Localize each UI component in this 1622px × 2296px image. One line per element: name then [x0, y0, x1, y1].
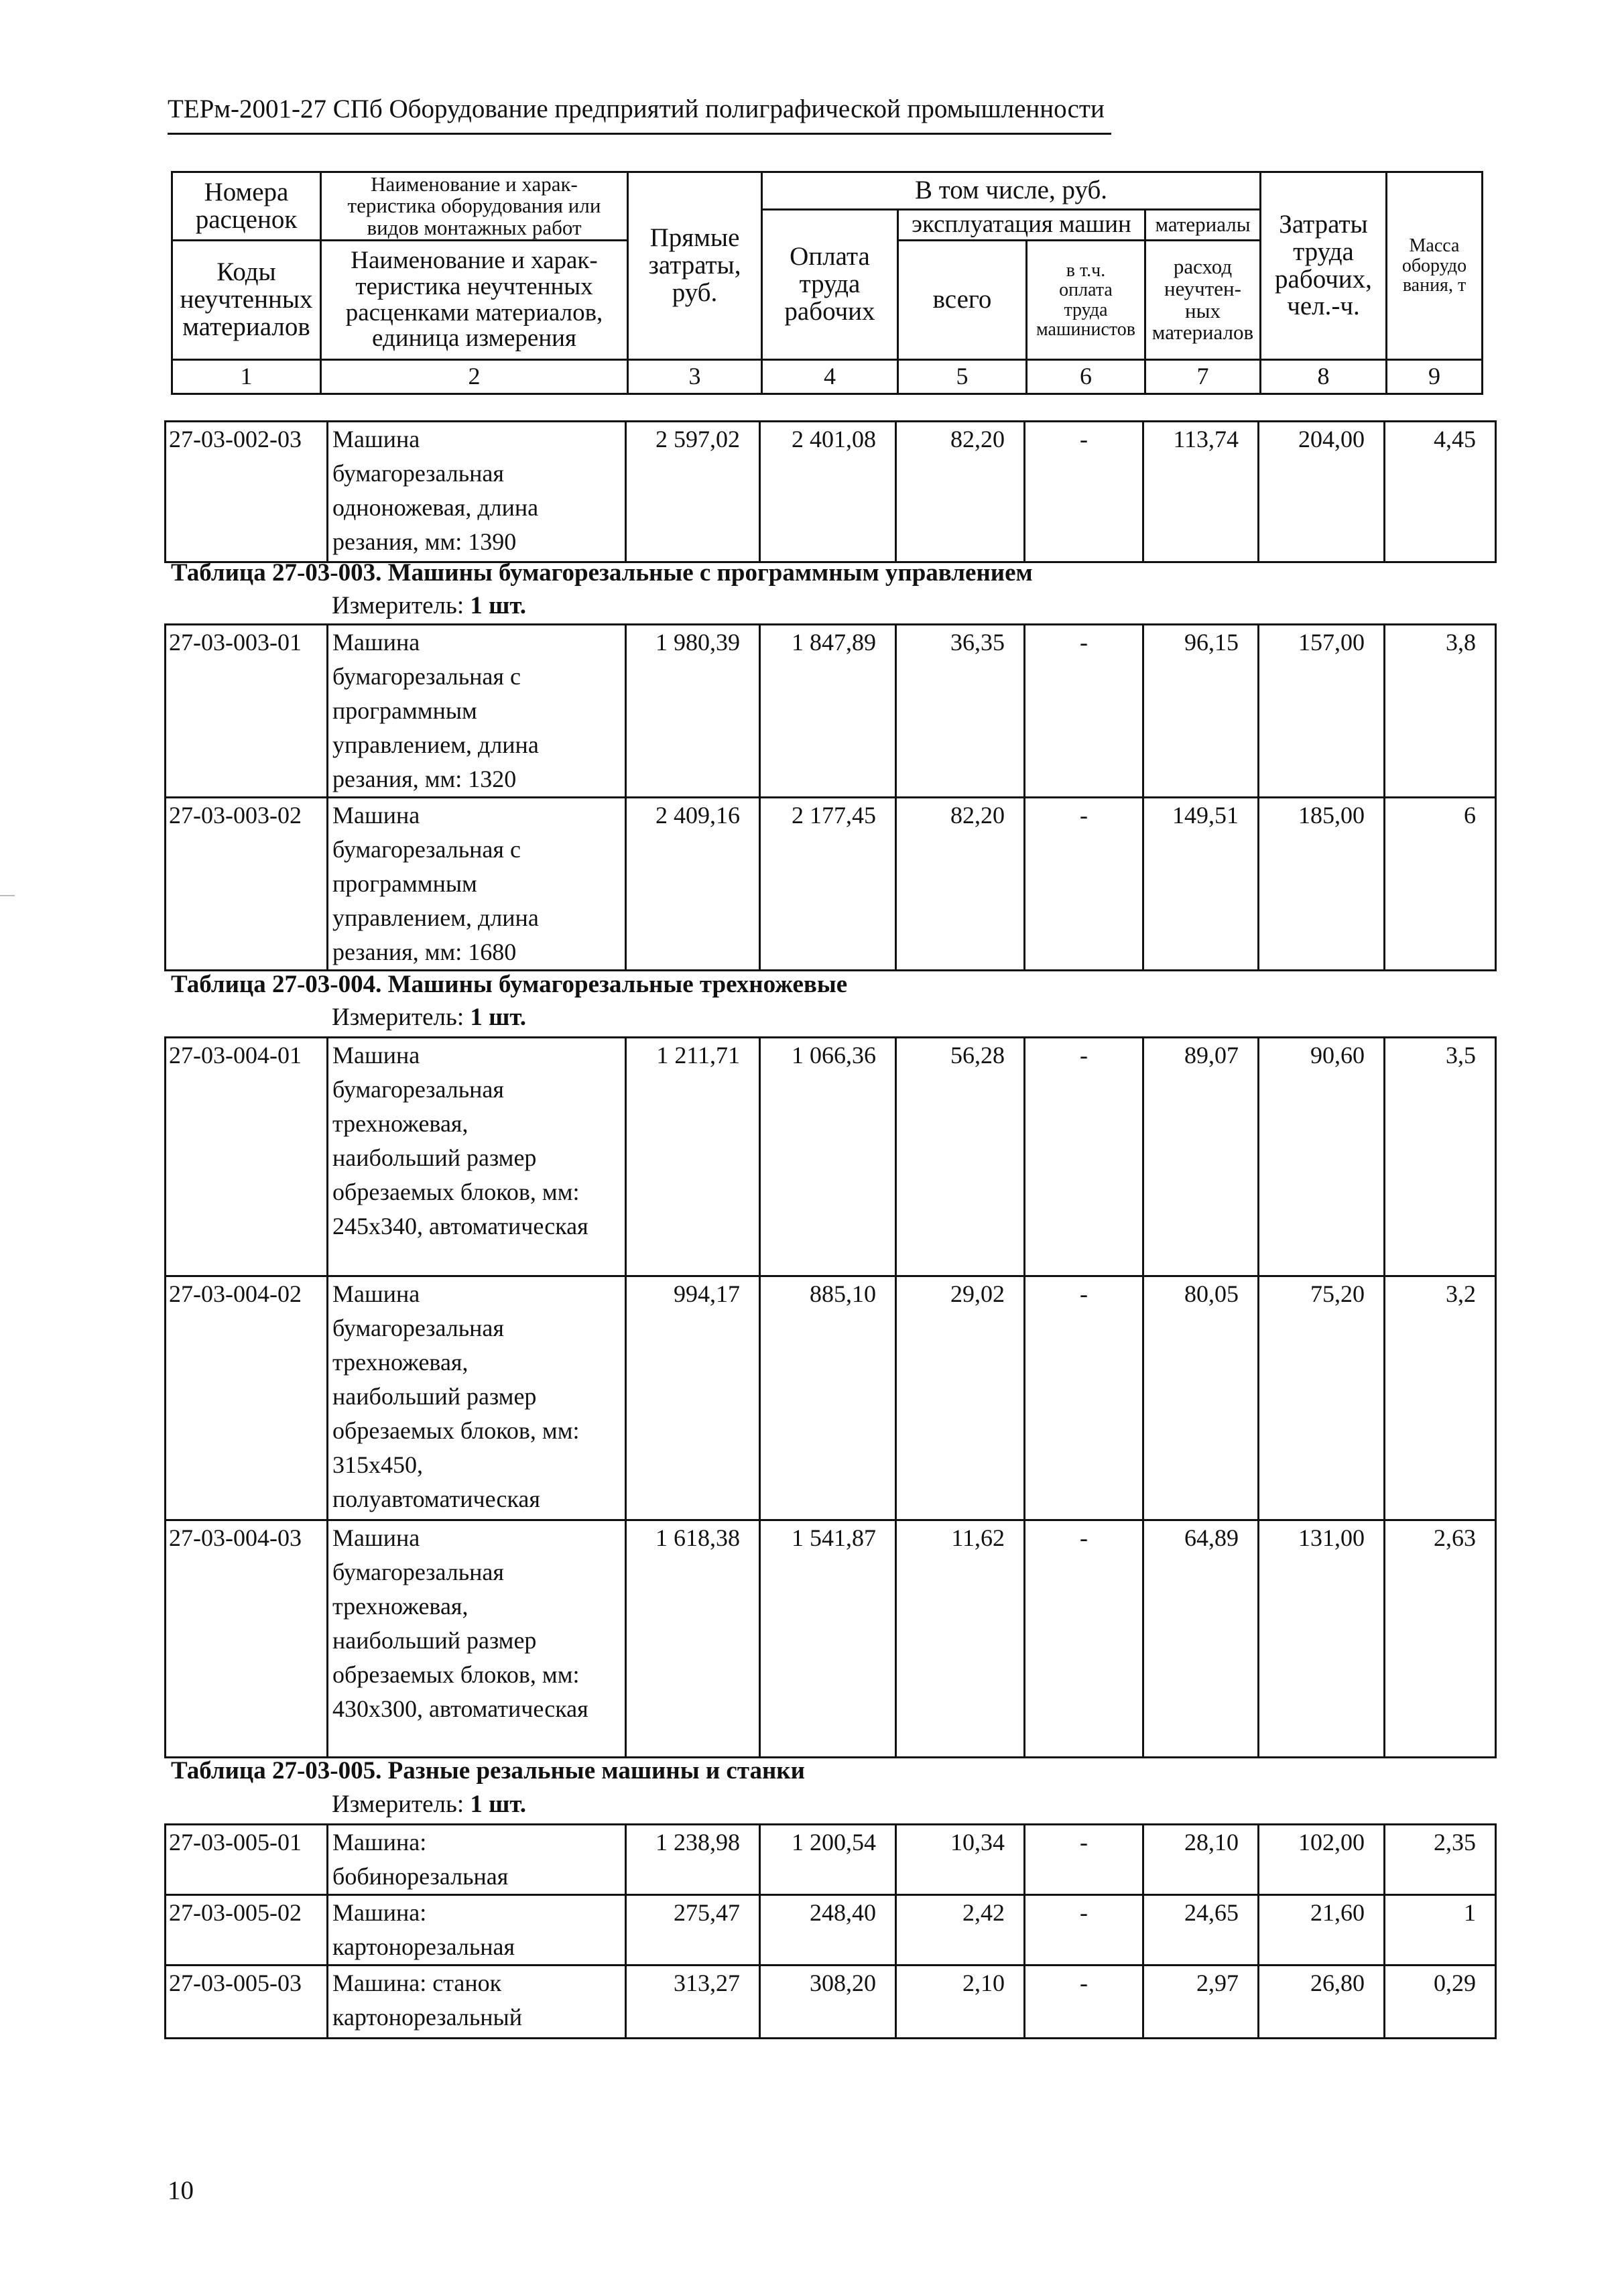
- equipment-name: [328, 798, 626, 971]
- rate-table: [164, 420, 1497, 563]
- direct-costs-value: 275,47: [626, 1895, 760, 1966]
- labor-hours-value: 26,80: [1259, 1966, 1385, 2039]
- header-line: Номера: [204, 177, 289, 206]
- header-line: затраты,: [648, 251, 741, 280]
- machine-cost-value: 29,02: [896, 1276, 1025, 1520]
- header-line: теристика оборудования или: [347, 194, 601, 218]
- page-number: 10: [168, 2176, 194, 2205]
- equipment-name: [328, 1966, 626, 2039]
- worker-pay-value: 2 177,45: [760, 798, 896, 971]
- equipment-mass-value: 3,2: [1385, 1276, 1496, 1520]
- labor-hours-value: 90,60: [1259, 1038, 1385, 1276]
- rate-code: 27-03-005-02: [166, 1895, 328, 1966]
- equipment-name-line: Машина: станок: [332, 1970, 502, 1996]
- running-head-rule: [168, 133, 1111, 135]
- column-number-row: [172, 360, 1483, 394]
- equipment-name-line: одноножевая, длина: [332, 494, 539, 521]
- direct-costs-value: 2 597,02: [626, 422, 760, 562]
- machine-cost-value: 11,62: [896, 1520, 1025, 1758]
- header-line: Масса: [1409, 235, 1460, 257]
- operator-pay-value: -: [1025, 1895, 1143, 1966]
- equipment-name-line: Машина:: [332, 1899, 427, 1926]
- column-number: 1: [172, 360, 321, 394]
- header-line: труда: [1293, 237, 1354, 266]
- table-row: [166, 798, 1496, 971]
- unit-label: Измеритель:: [332, 1004, 471, 1031]
- machine-cost-value: 56,28: [896, 1038, 1025, 1276]
- direct-costs-value: 313,27: [626, 1966, 760, 2039]
- table-row: [166, 1276, 1496, 1520]
- equipment-name-line: бумагорезальная: [332, 1559, 504, 1585]
- rate-code: 27-03-002-03: [166, 422, 328, 562]
- header-line: теристика неучтенных: [355, 272, 593, 300]
- labor-hours-value: 157,00: [1259, 625, 1385, 798]
- header-unaccounted-materials: [1145, 241, 1261, 360]
- equipment-name: [328, 625, 626, 798]
- materials-cost-value: 89,07: [1143, 1038, 1259, 1276]
- worker-pay-value: 1 847,89: [760, 625, 896, 798]
- operator-pay-value: -: [1025, 1966, 1143, 2039]
- equipment-name-line: 245x340, автоматическая: [332, 1213, 588, 1240]
- equipment-name-line: резания, мм: 1680: [332, 939, 517, 965]
- running-head: ТЕРм-2001-27 СПб Оборудование предприятий полиграфической промышленности: [168, 95, 1105, 123]
- labor-hours-value: 204,00: [1259, 422, 1385, 562]
- worker-pay-value: 885,10: [760, 1276, 896, 1520]
- column-number: 7: [1145, 360, 1261, 394]
- equipment-name-line: обрезаемых блоков, мм:: [332, 1417, 580, 1444]
- equipment-name-line: бумагорезальная: [332, 1076, 504, 1103]
- equipment-mass-value: 4,45: [1385, 422, 1496, 562]
- column-number: 3: [628, 360, 762, 394]
- labor-hours-value: 21,60: [1259, 1895, 1385, 1966]
- header-line: руб.: [672, 278, 718, 307]
- header-direct-costs: [628, 172, 762, 360]
- labor-hours-value: 102,00: [1259, 1825, 1385, 1895]
- margin-mark: [0, 895, 15, 896]
- equipment-name-line: 315x450,: [332, 1451, 423, 1478]
- header-line: Оплата: [790, 242, 870, 271]
- unit-of-measure: [332, 591, 526, 620]
- rate-code: 27-03-003-01: [166, 625, 328, 798]
- materials-cost-value: 64,89: [1143, 1520, 1259, 1758]
- operator-pay-value: -: [1025, 798, 1143, 971]
- operator-pay-value: -: [1025, 625, 1143, 798]
- column-number: 5: [898, 360, 1027, 394]
- header-line: единица измерения: [372, 324, 576, 353]
- header-line: машинистов: [1036, 318, 1135, 340]
- equipment-name: [328, 1825, 626, 1895]
- table-row: [166, 1520, 1496, 1758]
- machine-cost-value: 10,34: [896, 1825, 1025, 1895]
- equipment-name-line: наибольший размер: [332, 1383, 537, 1410]
- unit-of-measure: [332, 1790, 526, 1819]
- table-caption: Таблица 27-03-005. Разные резальные машины и станки: [171, 1757, 805, 1785]
- unit-value: 1 шт.: [470, 1791, 527, 1818]
- direct-costs-value: 994,17: [626, 1276, 760, 1520]
- unit-label: Измеритель:: [332, 592, 471, 619]
- header-line: рабочих,: [1275, 264, 1372, 294]
- equipment-name-line: обрезаемых блоков, мм:: [332, 1661, 580, 1688]
- header-line: труда: [799, 269, 861, 299]
- rate-table: [164, 1036, 1497, 1758]
- header-line: Коды: [216, 257, 276, 287]
- worker-pay-value: 2 401,08: [760, 422, 896, 562]
- header-line: неучтен-: [1164, 276, 1241, 300]
- rate-code: 27-03-004-03: [166, 1520, 328, 1758]
- rate-code: 27-03-004-01: [166, 1038, 328, 1276]
- equipment-name-line: наибольший размер: [332, 1627, 537, 1654]
- header-line: Затраты: [1279, 209, 1368, 239]
- materials-cost-value: 80,05: [1143, 1276, 1259, 1520]
- equipment-mass-value: 1: [1385, 1895, 1496, 1966]
- equipment-name-line: бобинорезальная: [332, 1863, 509, 1890]
- direct-costs-value: 1 618,38: [626, 1520, 760, 1758]
- operator-pay-value: -: [1025, 422, 1143, 562]
- rate-code: 27-03-005-01: [166, 1825, 328, 1895]
- worker-pay-value: 308,20: [760, 1966, 896, 2039]
- header-line: оплата: [1059, 280, 1113, 301]
- header-line: расценок: [195, 204, 298, 234]
- table-row: [166, 1038, 1496, 1276]
- worker-pay-value: 248,40: [760, 1895, 896, 1966]
- table-row: [166, 1895, 1496, 1966]
- operator-pay-value: -: [1025, 1276, 1143, 1520]
- table-caption: Таблица 27-03-003. Машины бумагорезальные с программным управлением: [171, 559, 1033, 587]
- table-row: [166, 1966, 1496, 2039]
- equipment-mass-value: 2,35: [1385, 1825, 1496, 1895]
- machine-cost-value: 36,35: [896, 625, 1025, 798]
- header-line: рабочих: [784, 296, 875, 326]
- table-row: [166, 1825, 1496, 1895]
- unit-value: 1 шт.: [470, 1004, 527, 1031]
- worker-pay-value: 1 200,54: [760, 1825, 896, 1895]
- table-caption: Таблица 27-03-004. Машины бумагорезальные трехножевые: [171, 971, 848, 998]
- direct-costs-value: 1 211,71: [626, 1038, 760, 1276]
- header-labor-hours: [1261, 172, 1387, 360]
- direct-costs-value: 1 980,39: [626, 625, 760, 798]
- header-line: Наименование и харак-: [371, 172, 578, 196]
- header-line: чел.-ч.: [1287, 292, 1360, 321]
- equipment-name-line: резания, мм: 1320: [332, 766, 517, 792]
- header-line: в т.ч.: [1066, 259, 1106, 281]
- header-line: ных: [1185, 298, 1221, 322]
- column-number: 6: [1027, 360, 1145, 394]
- header-line: расценками материалов,: [345, 298, 603, 326]
- rate-table: [164, 623, 1497, 971]
- header-line: вания, т: [1402, 275, 1467, 296]
- worker-pay-value: 1 541,87: [760, 1520, 896, 1758]
- equipment-name-line: резания, мм: 1390: [332, 528, 517, 555]
- equipment-name-line: трехножевая,: [332, 1110, 469, 1137]
- direct-costs-value: 1 238,98: [626, 1825, 760, 1895]
- equipment-name-line: Машина:: [332, 1829, 427, 1856]
- equipment-name-line: Машина: [332, 1042, 420, 1069]
- header-equipment-mass: [1387, 172, 1483, 360]
- labor-hours-value: 75,20: [1259, 1276, 1385, 1520]
- labor-hours-value: 185,00: [1259, 798, 1385, 971]
- header-worker-pay: [762, 210, 898, 360]
- rate-code: 27-03-005-03: [166, 1966, 328, 2039]
- unit-value: 1 шт.: [470, 592, 527, 619]
- operator-pay-value: -: [1025, 1825, 1143, 1895]
- equipment-name-line: бумагорезальная: [332, 1315, 504, 1341]
- equipment-name-line: картонорезальный: [332, 2004, 523, 2031]
- equipment-name-line: 430x300, автоматическая: [332, 1695, 588, 1722]
- rate-code: 27-03-004-02: [166, 1276, 328, 1520]
- table-row: [166, 422, 1496, 562]
- equipment-name-line: программным: [332, 697, 477, 724]
- labor-hours-value: 131,00: [1259, 1520, 1385, 1758]
- equipment-name-line: управлением, длина: [332, 904, 539, 931]
- machine-cost-value: 2,42: [896, 1895, 1025, 1966]
- equipment-name: [328, 1895, 626, 1966]
- header-line: оборудо: [1401, 255, 1467, 276]
- header-line: Прямые: [649, 223, 740, 253]
- equipment-name: [328, 422, 626, 562]
- machine-cost-value: 2,10: [896, 1966, 1025, 2039]
- equipment-name: [328, 1276, 626, 1520]
- equipment-name-line: трехножевая,: [332, 1593, 469, 1620]
- equipment-name-line: бумагорезальная с: [332, 836, 521, 863]
- equipment-name-line: трехножевая,: [332, 1349, 469, 1376]
- header-materials: материалы: [1145, 210, 1261, 241]
- unit-label: Измеритель:: [332, 1791, 471, 1818]
- materials-cost-value: 149,51: [1143, 798, 1259, 971]
- header-line: материалов: [1151, 320, 1254, 345]
- unit-of-measure: [332, 1003, 526, 1032]
- equipment-name-line: обрезаемых блоков, мм:: [332, 1179, 580, 1205]
- header-in-total: В том числе, руб.: [762, 172, 1261, 210]
- rate-table: [164, 1823, 1497, 2039]
- equipment-name-line: Машина: [332, 629, 420, 656]
- header-line: расход: [1173, 255, 1233, 279]
- equipment-name-line: бумагорезальная: [332, 460, 504, 487]
- materials-cost-value: 113,74: [1143, 422, 1259, 562]
- column-header-table: [171, 171, 1483, 395]
- equipment-name-line: Машина: [332, 802, 420, 829]
- table-row: [166, 625, 1496, 798]
- header-work-name: [321, 172, 628, 241]
- equipment-mass-value: 2,63: [1385, 1520, 1496, 1758]
- header-line: видов монтажных работ: [367, 215, 582, 239]
- equipment-name-line: наибольший размер: [332, 1144, 537, 1171]
- equipment-name: [328, 1038, 626, 1276]
- column-number: 2: [321, 360, 628, 394]
- equipment-name-line: картонорезальная: [332, 1933, 515, 1960]
- header-line: неучтенных: [180, 285, 313, 314]
- equipment-name-line: управлением, длина: [332, 731, 539, 758]
- header-rate-number: [172, 172, 321, 241]
- header-material-codes: [172, 241, 321, 360]
- equipment-name-line: Машина: [332, 1524, 420, 1551]
- materials-cost-value: 28,10: [1143, 1825, 1259, 1895]
- column-number: 4: [762, 360, 898, 394]
- header-line: материалов: [182, 312, 310, 341]
- header-line: труда: [1064, 299, 1108, 320]
- materials-cost-value: 96,15: [1143, 625, 1259, 798]
- equipment-mass-value: 3,5: [1385, 1038, 1496, 1276]
- operator-pay-value: -: [1025, 1038, 1143, 1276]
- materials-cost-value: 24,65: [1143, 1895, 1259, 1966]
- header-machines-total: всего: [898, 241, 1027, 360]
- header-material-name: [321, 241, 628, 360]
- header-line: Наименование и харак-: [351, 246, 598, 274]
- rate-code: 27-03-003-02: [166, 798, 328, 971]
- worker-pay-value: 1 066,36: [760, 1038, 896, 1276]
- machine-cost-value: 82,20: [896, 422, 1025, 562]
- machine-cost-value: 82,20: [896, 798, 1025, 971]
- equipment-name-line: программным: [332, 870, 477, 897]
- equipment-mass-value: 0,29: [1385, 1966, 1496, 2039]
- header-operators-pay: [1027, 241, 1145, 360]
- direct-costs-value: 2 409,16: [626, 798, 760, 971]
- equipment-mass-value: 3,8: [1385, 625, 1496, 798]
- column-number: 9: [1387, 360, 1483, 394]
- column-number: 8: [1261, 360, 1387, 394]
- operator-pay-value: -: [1025, 1520, 1143, 1758]
- equipment-name: [328, 1520, 626, 1758]
- header-machine-operation: эксплуатация машин: [898, 210, 1145, 241]
- equipment-name-line: полуавтоматическая: [332, 1486, 540, 1512]
- equipment-name-line: бумагорезальная с: [332, 663, 521, 690]
- equipment-mass-value: 6: [1385, 798, 1496, 971]
- equipment-name-line: Машина: [332, 1280, 420, 1307]
- equipment-name-line: Машина: [332, 426, 420, 452]
- materials-cost-value: 2,97: [1143, 1966, 1259, 2039]
